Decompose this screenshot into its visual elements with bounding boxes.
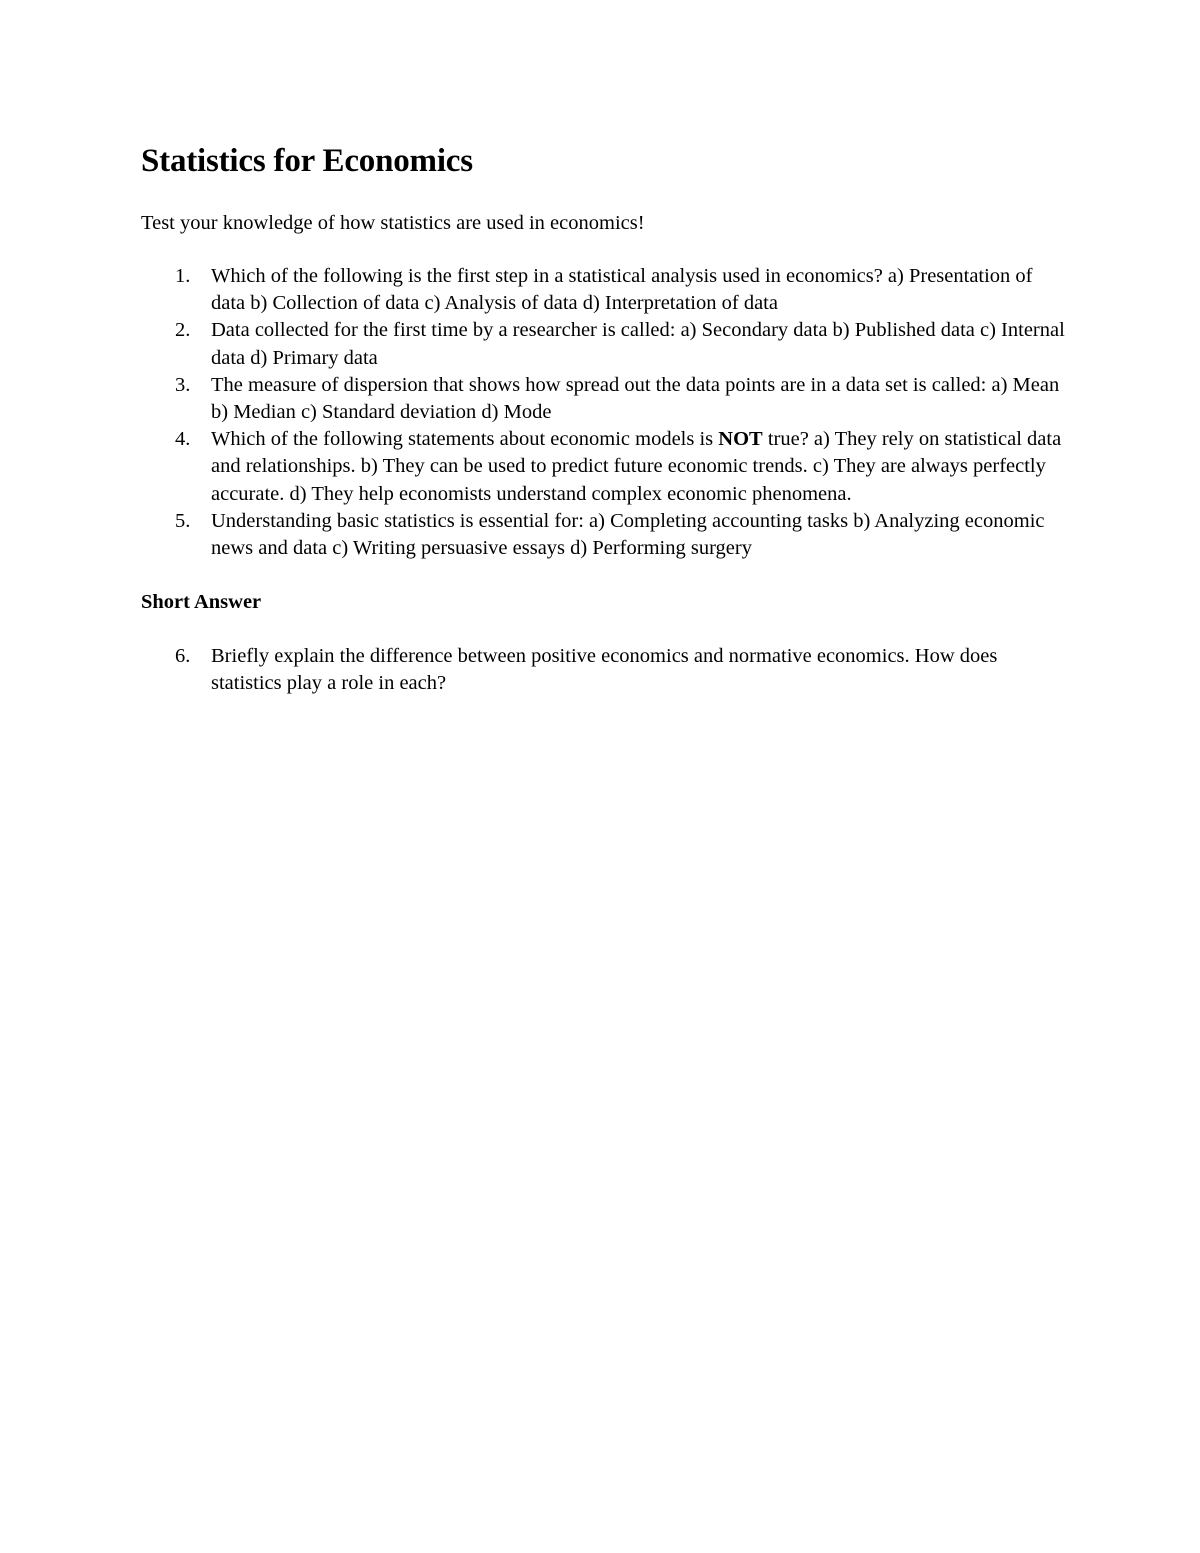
question-item (141, 263, 1071, 317)
question-number: 5. (175, 509, 191, 532)
question-number: 6. (175, 645, 191, 668)
document-content (141, 141, 1071, 698)
question-item (141, 426, 1071, 508)
question-text-after: true? a) They rely on statistical data and relationships. b) They can be used to predict future economic trends. c) They are always perfectly accurate. d) They help economists understand complex economic phenomena. (211, 428, 1062, 505)
document-title: Statistics for Economics (141, 143, 473, 179)
question-text (211, 428, 1061, 504)
question-text: Which of the following is the first step in a statistical analysis used in economics? a) Presentation of data b) Collection of data c) Analysis of data d) Interpretation of data (211, 265, 1033, 315)
question-text: The measure of dispersion that shows how spread out the data points are in a data set is called: a) Mean b) Median c) Standard deviation d) Mode (211, 373, 1060, 424)
question-text: Briefly explain the difference between positive economics and normative economics. How does statistics play a role in each? (211, 645, 998, 695)
question-item (141, 643, 1071, 697)
question-item (141, 508, 1071, 562)
question-item (141, 317, 1071, 371)
question-number: 4. (175, 428, 191, 451)
short-answer-list (141, 643, 1071, 697)
multiple-choice-list (141, 263, 1071, 562)
question-emphasis: NOT (718, 428, 763, 451)
question-number: 1. (175, 265, 191, 287)
question-text-before: Which of the following statements about economic models is (211, 428, 719, 451)
question-text: Understanding basic statistics is essential for: a) Completing accounting tasks b) Analyzing economic news and data c) Writing persuasive essays d) Performing surgery (211, 509, 1045, 560)
question-text: Data collected for the first time by a researcher is called: a) Secondary data b) Published data c) Internal data d) Primary data (211, 319, 1065, 369)
short-answer-heading: Short Answer (141, 591, 262, 614)
question-item (141, 372, 1071, 426)
question-number: 2. (175, 319, 191, 342)
intro-text: Test your knowledge of how statistics are used in economics! (141, 212, 645, 234)
question-number: 3. (175, 373, 191, 396)
